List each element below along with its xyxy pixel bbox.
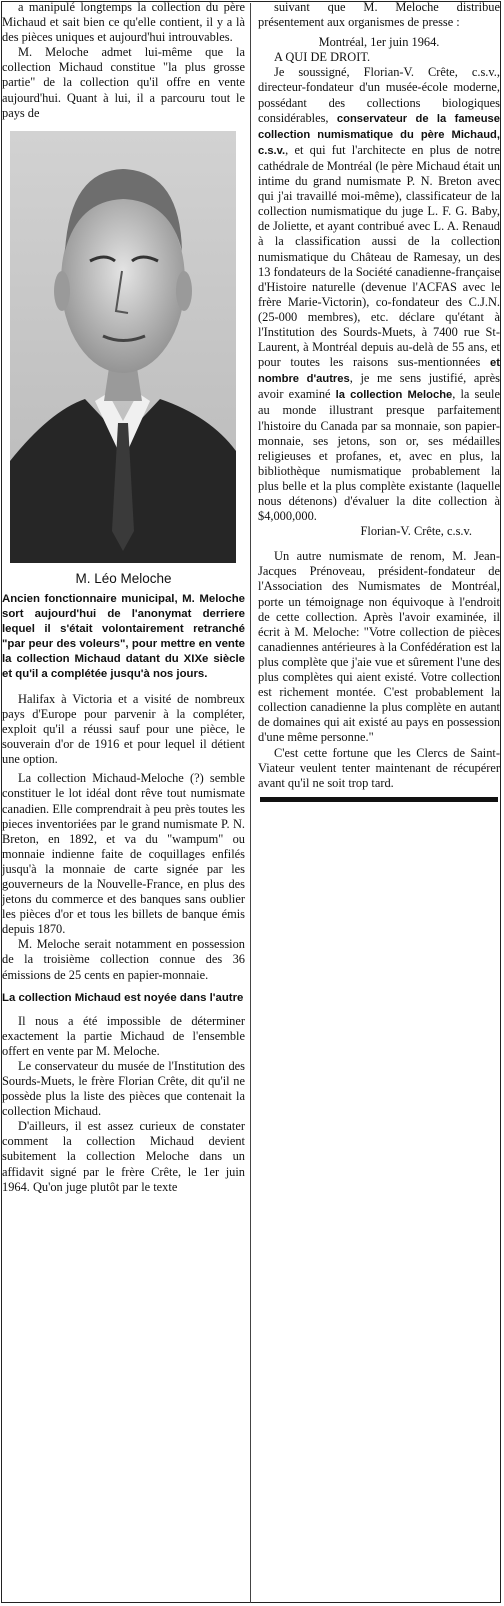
portrait-photo <box>10 131 236 563</box>
column-divider <box>250 3 251 1603</box>
left-column <box>2 0 245 1195</box>
salutation: A QUI DE DROIT. <box>274 50 371 65</box>
text-run: , la seule au monde illustrant presque parfaitement l'histoire du Canada par sa monnaie, son papier-monnaie, ses jetons, son or, ses médailles religieuses et profanes, et, avec en plus, la bibliothèque numismatique probablement la plus belle et la plus complète existante (laquelle nous détenons) d'évaluer la dite collection à $4,000,000. <box>258 387 500 524</box>
bold-text-run: et nombre d'autres <box>258 357 500 386</box>
subheading: La collection Michaud est noyée dans l'autre <box>2 991 244 1004</box>
signature: Florian-V. Crête, c.s.v. <box>360 524 472 539</box>
paragraph: C'est cette fortune que les Clercs de Saint-Viateur veulent tenter maintenant de récupérer avant qu'il ne soit trop tard. <box>258 745 500 790</box>
paragraph: D'ailleurs, il est assez curieux de constater comment la collection Michaud devient subitement la collection Meloche dans un affidavit signé par le frère Crête, le 1er juin 1964. Qu'on juge plutôt par le texte <box>2 1119 245 1194</box>
bold-text-run: la collection Meloche <box>335 389 453 402</box>
paragraph: M. Meloche serait notamment en possession de la troisième collection connue des 36 émissions de 25 cents en papier-monnaie. <box>2 937 245 982</box>
paragraph: suivant que M. Meloche distribue présentement aux organismes de presse : <box>258 0 500 30</box>
text-run: , et qui fut l'architecte en plus de notre cathédrale de Montréal (le père Michaud était un intime du grand numismate P. N. Breton avec qui j'ai travaillé moi-même), classificateur de la collection numismatique du juge L. F. G. Baby, de Joliette, et ayant contribué avec L. A. Renaud à la classification aussi de la collection numismatique du Château de Ramesay, un des 13 fondateurs de la Société canadienne-française d'Histoire naturelle (devenue l'ACFAS avec le frère Marie-Victorin), co-fondateur des C.J.N. (25-000 membres), etc. déclare qu'étant à l'Institution des Sourds-Muets, à 7400 rue St-Laurent, à Montréal depuis au-delà de 55 ans, et pour toutes les raisons sus-mentionnées <box>258 142 500 370</box>
text-run: , je me sens justifié, après avoir examiné <box>258 371 500 402</box>
paragraph: Le conservateur du musée de l'Institution des Sourds-Muets, le frère Florian Crête, dit qu'il ne possède plus la liste des pièces que contenait la collection Michaud. <box>2 1058 245 1119</box>
paragraph: Il nous a été impossible de déterminer exactement la partie Michaud de l'ensemble offert en vente par M. Meloche. <box>2 1013 245 1058</box>
paragraph: La collection Michaud-Meloche (?) semble constituer le lot idéal dont rêve tout numismate canadien. Elle comprendrait à peu près toutes les pieces inventoriées par le grand numismate P. N. Breton, en 1892, et va du "wampum" ou monnaie indienne faite de coquillages enfilés jusqu'à la monnaie de carte signée par les gouverneurs de la Nouvelle-France, en plus des jetons du commerce et des banques sans oublier les pièces d'or et tous les billets de banque émis depuis 1870. <box>2 771 245 937</box>
text-run: Je soussigné, Florian-V. Crête, c.s.v., directeur-fondateur d'un musée-école moderne, possédant des collections biologiques considérables, <box>258 65 500 125</box>
paragraph: Un autre numismate de renom, M. Jean-Jacques Prénoveau, président-fondateur de l'Association des Numismates de Montréal, porte un témoignage non équivoque à l'endroit de cette collection. Après l'avoir examinée, il écrit à M. Meloche: "Votre collection de pièces canadiennes antérieures à la Confédération est la plus complète que j'aie vue et sûrement l'une des plus complètes qui aient existé. Votre collection est richement montée. C'est probablement la collection canadienne la plus complète en autant de domaines qui ait existé au pays en possession d'une même personne." <box>258 549 500 745</box>
right-column <box>258 0 500 802</box>
paragraph: M. Meloche admet lui-même que la collection Michaud constitue "la plus grosse partie" de la collection qu'il offre en vente aujourd'hui. Quant à lui, il a parcouru tout le pays de <box>2 45 245 120</box>
end-rule <box>260 797 498 802</box>
affidavit-text <box>258 65 500 524</box>
paragraph: Halifax à Victoria et a visité de nombreux pays d'Europe pour parvenir à la compléter, exploit qu'il a réussi sauf pour une pièce, le souverain d'or de 1916 et pour lequel il détient une option. <box>2 691 245 767</box>
dateline: Montréal, 1er juin 1964. <box>318 35 440 50</box>
photo-caption: Ancien fonctionnaire municipal, M. Meloche sort aujourd'hui de l'anonymat derriere lequel il s'était volontairement retranché "par peur des voleurs", pour mettre en vente la collection Michaud datant du XIXe siècle et qu'il a complétée jusqu'à nos jours. <box>2 592 245 680</box>
paragraph: a manipulé longtemps la collection du père Michaud et sait bien ce qu'elle contient, il y a là des pièces uniques et aujourd'hui introuvables. <box>2 0 245 45</box>
photo-caption-title: M. Léo Meloche <box>75 570 172 586</box>
bold-text-run: conservateur de la fameuse collection numismatique du père Michaud, c.s.v. <box>258 112 501 157</box>
